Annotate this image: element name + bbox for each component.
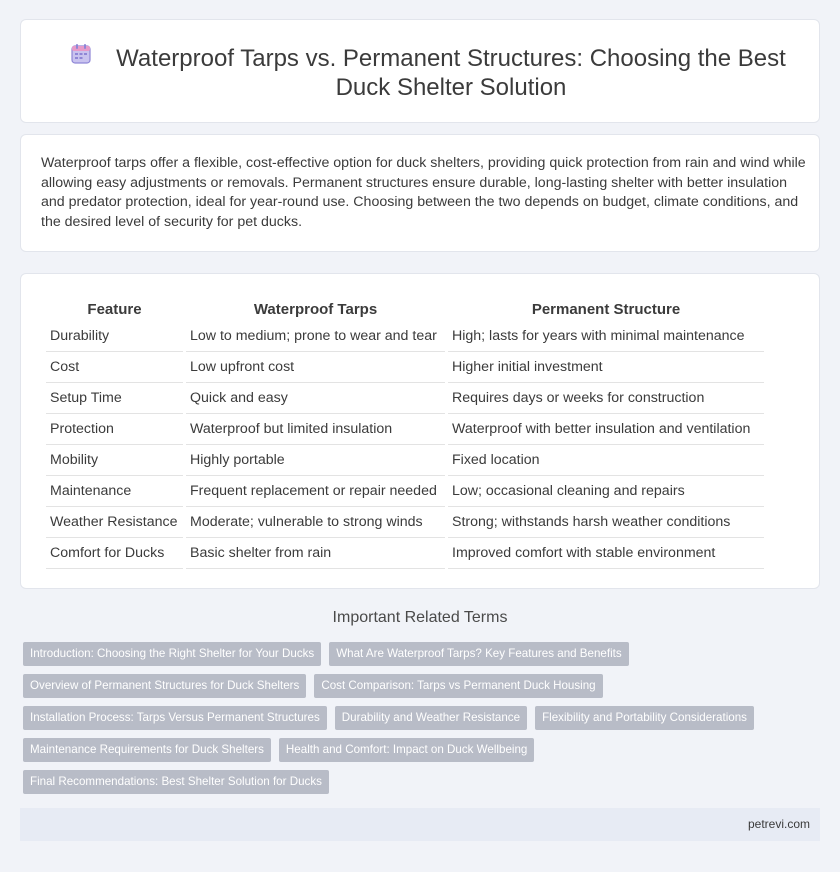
- comparison-table: [43, 296, 767, 569]
- table-row: [46, 321, 764, 352]
- table-cell-feature: Durability: [46, 321, 183, 352]
- table-cell-tarps: Waterproof but limited insulation: [186, 414, 445, 445]
- table-cell-feature: Comfort for Ducks: [46, 538, 183, 569]
- related-term-tag[interactable]: Health and Comfort: Impact on Duck Wellbeing: [279, 738, 534, 762]
- related-terms-heading: Important Related Terms: [332, 609, 508, 626]
- related-term-tag[interactable]: Cost Comparison: Tarps vs Permanent Duck Housing: [314, 674, 602, 698]
- related-term-tag[interactable]: What Are Waterproof Tarps? Key Features and Benefits: [329, 642, 628, 666]
- tag-row: [23, 738, 823, 762]
- table-cell-feature: Maintenance: [46, 476, 183, 507]
- table-cell-feature: Protection: [46, 414, 183, 445]
- table-row: [46, 383, 764, 414]
- comparison-table-card: [20, 273, 820, 589]
- related-term-tag[interactable]: Installation Process: Tarps Versus Permanent Structures: [23, 706, 327, 730]
- tag-row: [23, 674, 823, 698]
- table-cell-tarps: Basic shelter from rain: [186, 538, 445, 569]
- table-cell-permanent: Strong; withstands harsh weather conditions: [448, 507, 764, 538]
- related-term-tag[interactable]: Maintenance Requirements for Duck Shelters: [23, 738, 271, 762]
- related-terms-list: [23, 642, 823, 802]
- page-title: Waterproof Tarps vs. Permanent Structures: Choosing the Best Duck Shelter Solution: [116, 45, 786, 101]
- table-cell-permanent: Requires days or weeks for construction: [448, 383, 764, 414]
- table-row: [46, 414, 764, 445]
- related-term-tag[interactable]: Final Recommendations: Best Shelter Solution for Ducks: [23, 770, 329, 794]
- tag-row: [23, 642, 823, 666]
- table-cell-tarps: Low upfront cost: [186, 352, 445, 383]
- table-cell-tarps: Quick and easy: [186, 383, 445, 414]
- title-card: [20, 19, 820, 123]
- column-header-feature: Feature: [87, 301, 142, 318]
- table-cell-tarps: Highly portable: [186, 445, 445, 476]
- intro-paragraph: Waterproof tarps offer a flexible, cost-effective option for duck shelters, providing quick protection from rain and wind while allowing easy adjustments or removals. Permanent structures ensure durable, long-lasting shelter with better insulation and predator protection, ideal for year-round use. Choosing between the two depends on budget, climate conditions, and the desired level of security for pet ducks.: [41, 155, 806, 230]
- table-cell-feature: Setup Time: [46, 383, 183, 414]
- footer: [20, 808, 820, 841]
- column-header-tarps: Waterproof Tarps: [253, 301, 378, 318]
- table-cell-permanent: Higher initial investment: [448, 352, 764, 383]
- table-cell-permanent: High; lasts for years with minimal maintenance: [448, 321, 764, 352]
- table-cell-feature: Cost: [46, 352, 183, 383]
- table-cell-permanent: Low; occasional cleaning and repairs: [448, 476, 764, 507]
- related-term-tag[interactable]: Durability and Weather Resistance: [335, 706, 527, 730]
- table-cell-permanent: Fixed location: [448, 445, 764, 476]
- tag-row: [23, 706, 823, 730]
- table-cell-permanent: Waterproof with better insulation and ventilation: [448, 414, 764, 445]
- related-term-tag[interactable]: Overview of Permanent Structures for Duck Shelters: [23, 674, 306, 698]
- column-header-permanent: Permanent Structure: [531, 301, 681, 318]
- table-row: [46, 507, 764, 538]
- table-cell-feature: Mobility: [46, 445, 183, 476]
- table-row: [46, 538, 764, 569]
- related-term-tag[interactable]: Introduction: Choosing the Right Shelter for Your Ducks: [23, 642, 321, 666]
- table-cell-tarps: Low to medium; prone to wear and tear: [186, 321, 445, 352]
- table-cell-tarps: Frequent replacement or repair needed: [186, 476, 445, 507]
- table-header-row: [46, 296, 764, 321]
- related-term-tag[interactable]: Flexibility and Portability Considerations: [535, 706, 754, 730]
- footer-site-link[interactable]: petrevi.com: [747, 817, 810, 831]
- tag-row: [23, 770, 823, 794]
- intro-card: [20, 134, 820, 252]
- table-cell-permanent: Improved comfort with stable environment: [448, 538, 764, 569]
- table-cell-tarps: Moderate; vulnerable to strong winds: [186, 507, 445, 538]
- table-row: [46, 352, 764, 383]
- table-row: [46, 476, 764, 507]
- table-cell-feature: Weather Resistance: [46, 507, 183, 538]
- table-row: [46, 445, 764, 476]
